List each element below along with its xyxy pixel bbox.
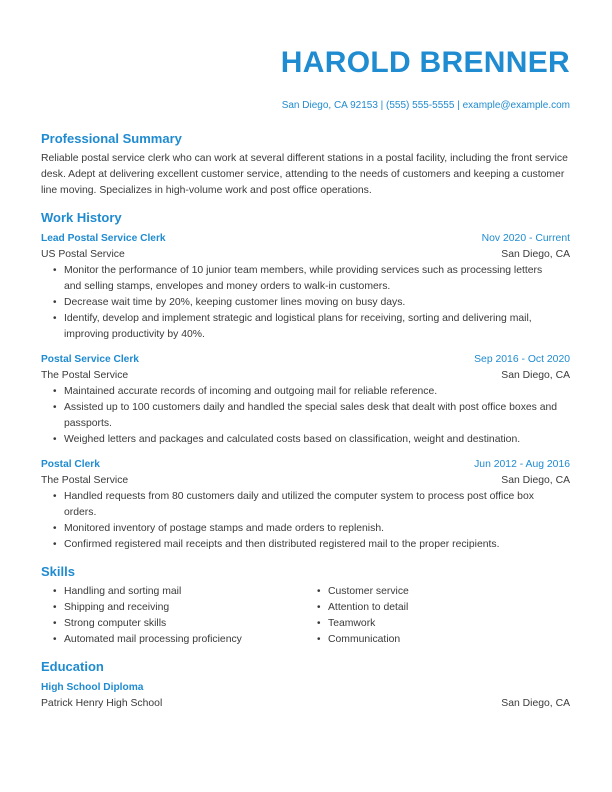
job-bullets (41, 263, 570, 343)
skill-item (41, 616, 242, 632)
job-location: San Diego, CA (501, 475, 570, 486)
job-location: San Diego, CA (501, 249, 570, 260)
job-title: Lead Postal Service Clerk (41, 233, 166, 244)
job-company-row (41, 369, 570, 383)
job-company: The Postal Service (41, 475, 129, 486)
bullet-icon: • (53, 618, 57, 629)
skill-item (305, 600, 409, 616)
job-company: The Postal Service (41, 370, 129, 381)
skill-text: Shipping and receiving (64, 602, 170, 613)
bullet-icon: • (53, 602, 57, 613)
skill-text: Handling and sorting mail (64, 586, 182, 597)
bullet-text: Identify, develop and implement strategic and logistical plans for receiving, sorting and delivering mail, improving productivity by 40%. (64, 313, 532, 340)
education-school: Patrick Henry High School (41, 698, 163, 709)
bullet-icon: • (53, 434, 57, 445)
bullet-item (41, 384, 570, 400)
job-title: Postal Service Clerk (41, 354, 139, 365)
job-header (41, 353, 570, 367)
bullet-icon: • (53, 523, 57, 534)
bullet-text: Monitored inventory of postage stamps and made orders to replenish. (64, 523, 384, 534)
bullet-text: Monitor the performance of 10 junior team members, while providing services such as processing letters and selling stamps, envelopes and money orders to walk-in customers. (64, 265, 543, 292)
bullet-item (41, 295, 570, 311)
education-school-row (41, 697, 570, 711)
candidate-name: HAROLD BRENNER (280, 46, 570, 79)
skill-text: Communication (328, 634, 401, 645)
bullet-icon: • (53, 634, 57, 645)
bullet-icon: • (317, 602, 321, 613)
bullet-item (41, 521, 570, 537)
bullet-text: Handled requests from 80 customers daily and utilized the computer system to process post office box orders. (64, 491, 534, 518)
bullet-text: Confirmed registered mail receipts and then distributed registered mail to the proper recipients. (64, 539, 500, 550)
job-company-row (41, 248, 570, 262)
bullet-icon: • (53, 491, 57, 502)
job-bullets (41, 489, 570, 553)
job-title: Postal Clerk (41, 459, 100, 470)
job-header (41, 232, 570, 246)
job-dates: Nov 2020 - Current (481, 233, 570, 244)
bullet-icon: • (53, 313, 57, 324)
job-location: San Diego, CA (501, 370, 570, 381)
bullet-icon: • (317, 634, 321, 645)
summary-heading: Professional Summary (41, 131, 182, 146)
skill-item (305, 616, 409, 632)
skill-item (41, 600, 242, 616)
job-header (41, 458, 570, 472)
work-history-heading: Work History (41, 210, 122, 225)
skill-text: Automated mail processing proficiency (64, 634, 242, 645)
skill-text: Teamwork (328, 618, 376, 629)
bullet-icon: • (317, 618, 321, 629)
skill-item (305, 584, 409, 600)
bullet-item (41, 432, 570, 448)
contact-info: San Diego, CA 92153 | (555) 555-5555 | example@example.com (281, 100, 570, 111)
skill-item (41, 632, 242, 648)
bullet-text: Assisted up to 100 customers daily and handled the special sales desk that dealt with post office boxes and passports. (64, 402, 558, 429)
bullet-icon: • (53, 586, 57, 597)
skill-item (41, 584, 242, 600)
education-heading: Education (41, 659, 104, 674)
bullet-item (41, 311, 570, 343)
education-location: San Diego, CA (501, 698, 570, 709)
job-bullets (41, 384, 570, 448)
bullet-text: Decrease wait time by 20%, keeping customer lines moving on busy days. (64, 297, 406, 308)
job-company-row (41, 474, 570, 488)
bullet-item (41, 537, 570, 553)
job-company: US Postal Service (41, 249, 125, 260)
skills-column-right (305, 584, 409, 648)
bullet-icon: • (317, 586, 321, 597)
skill-text: Strong computer skills (64, 618, 167, 629)
bullet-text: Maintained accurate records of incoming and outgoing mail for reliable reference. (64, 386, 438, 397)
bullet-icon: • (53, 402, 57, 413)
skill-text: Attention to detail (328, 602, 409, 613)
bullet-icon: • (53, 386, 57, 397)
skills-heading: Skills (41, 564, 75, 579)
job-dates: Jun 2012 - Aug 2016 (474, 459, 570, 470)
education-degree: High School Diploma (41, 682, 144, 693)
summary-text: Reliable postal service clerk who can work at several different stations in a postal facility, including the front service desk. Adept at delivering excellent customer service, attending to the needs of customers and keeping a customer line moving. Specializes in high-volume work and post office operations. (41, 153, 568, 196)
education-degree-row (41, 681, 570, 695)
bullet-icon: • (53, 265, 57, 276)
bullet-icon: • (53, 539, 57, 550)
bullet-item (41, 400, 570, 432)
skill-item (305, 632, 409, 648)
job-dates: Sep 2016 - Oct 2020 (474, 354, 570, 365)
bullet-item (41, 263, 570, 295)
skill-text: Customer service (328, 586, 409, 597)
bullet-item (41, 489, 570, 521)
skills-column-left (41, 584, 242, 648)
bullet-text: Weighed letters and packages and calculated costs based on classification, weight and destination. (64, 434, 521, 445)
bullet-icon: • (53, 297, 57, 308)
